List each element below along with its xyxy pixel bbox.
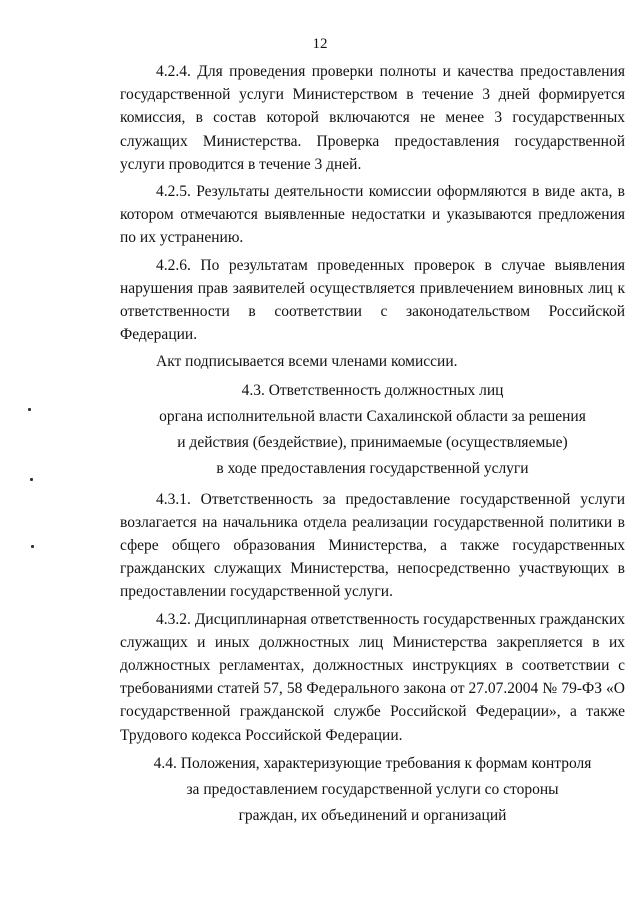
heading-line: 4.4. Положения, характеризующие требования к формам контроля	[153, 754, 592, 772]
heading-line: за предоставлением государственной услуги со стороны	[186, 780, 559, 798]
scan-mark	[28, 408, 31, 411]
section-4-3-heading	[120, 378, 625, 482]
heading-line: органа исполнительной власти Сахалинской области за решения	[159, 407, 586, 425]
document-body	[120, 60, 625, 835]
paragraph-4-3-1: 4.3.1. Ответственность за предоставление государственной услуги возлагается на начальника отдела реализации государственной политики в сфере общего образования Министерства, а также государственных гражданских служащих Министерства, непосредственно участвующих в предоставлении государственной услуги.	[120, 490, 625, 601]
paragraph-act-signed: Акт подписывается всеми членами комиссии.	[156, 353, 458, 371]
paragraph-4-2-4: 4.2.4. Для проведения проверки полноты и качества предоставления государственной услуги Министерством в течение 3 дней формируется комиссия, в состав которой включаются не менее 3 государственных служащих Министерства. Проверка предоставления государственной услуги проводится в течение 3 дней.	[120, 63, 625, 173]
paragraph-4-2-6: 4.2.6. По результатам проведенных проверок в случае выявления нарушения прав заявителей осуществляется привлечением виновных лиц к ответственности в соответствии с законодательством Российской Федерации.	[120, 256, 625, 344]
scan-mark	[30, 478, 33, 481]
paragraph-4-2-5: 4.2.5. Результаты деятельности комиссии оформляются в виде акта, в котором отмечаются выявленные недостатки и указываются предложения по их устранению.	[120, 183, 625, 247]
heading-line: граждан, их объединений и организаций	[238, 806, 507, 824]
heading-line: в ходе предоставления государственной услуги	[216, 459, 529, 477]
scan-mark	[31, 545, 34, 548]
heading-line: и действия (бездействие), принимаемые (осуществляемые)	[177, 433, 568, 451]
paragraph-4-3-2: 4.3.2. Дисциплинарная ответственность государственных гражданских служащих и иных должностных лиц Министерства закрепляется в их должностных регламентах, должностных инструкциях в соответствии с требованиями статей 57, 58 Федерального закона от 27.07.2004 № 79-ФЗ «О государственной гражданской службе Российской Федерации», а также Трудового кодекса Российской Федерации.	[120, 610, 625, 744]
section-4-4-heading	[120, 751, 625, 829]
page-number: 12	[312, 36, 328, 52]
heading-line: 4.3. Ответственность должностных лиц	[241, 381, 504, 399]
